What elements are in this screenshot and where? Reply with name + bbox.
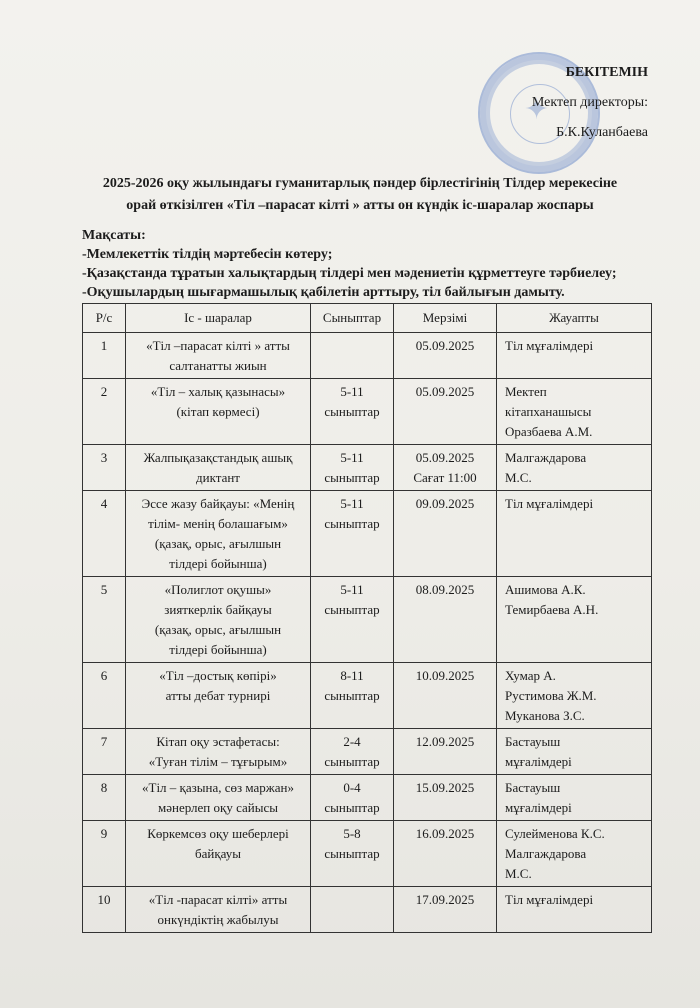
cell-activity-line: Көркемсөз оқу шеберлері — [147, 826, 289, 841]
cell-activity-line: «Полиглот оқушы» — [164, 582, 272, 597]
cell-activity-line: Эссе жазу байқауы: «Менің — [141, 496, 295, 511]
cell-responsible-line: Тіл мұғалімдері — [505, 496, 594, 511]
goal-item: -Оқушылардың шығармашылық қабілетін арттыру, тіл байлығын дамыту. — [82, 285, 565, 300]
cell-classes-line: сыныптар — [324, 846, 380, 861]
document-title — [60, 173, 660, 217]
cell-classes — [311, 729, 394, 775]
cell-responsible — [497, 821, 652, 887]
cell-classes-line: сыныптар — [324, 754, 380, 769]
cell-activity-line: мәнерлеп оқу сайысы — [158, 800, 278, 815]
cell-classes-line: сыныптар — [324, 516, 380, 531]
cell-classes — [311, 445, 394, 491]
cell-date-line: 05.09.2025 — [415, 338, 475, 353]
table-row — [83, 379, 652, 445]
cell-activity-line: атты дебат турнирі — [165, 688, 271, 703]
cell-responsible — [497, 379, 652, 445]
cell-responsible-line: Оразбаева А.М. — [505, 424, 593, 439]
cell-date — [394, 775, 497, 821]
cell-date-line: Сағат 11:00 — [413, 470, 477, 485]
cell-classes-line: 5-11 — [340, 384, 364, 399]
cell-date — [394, 577, 497, 663]
table-row — [83, 821, 652, 887]
cell-date — [394, 821, 497, 887]
cell-activity-line: (қазақ, орыс, ағылшын — [154, 536, 282, 551]
cell-activity — [126, 729, 311, 775]
table-row — [83, 333, 652, 379]
cell-responsible — [497, 887, 652, 933]
cell-activity-line: «Туған тілім – тұғырым» — [148, 754, 288, 769]
cell-activity-line: (кітап көрмесі) — [176, 404, 260, 419]
cell-responsible-line: М.С. — [505, 866, 532, 881]
cell-classes — [311, 663, 394, 729]
cell-activity — [126, 663, 311, 729]
cell-responsible-line: М.С. — [505, 470, 532, 485]
cell-date-line: 08.09.2025 — [415, 582, 475, 597]
cell-classes-line: 5-8 — [343, 826, 361, 841]
table-row — [83, 491, 652, 577]
cell-classes — [311, 821, 394, 887]
cell-num: 6 — [83, 663, 126, 729]
cell-activity-line: Жалпықазақстандық ашық — [143, 450, 293, 465]
cell-date — [394, 887, 497, 933]
cell-num: 4 — [83, 491, 126, 577]
table-row — [83, 445, 652, 491]
cell-date — [394, 729, 497, 775]
cell-date-line: 10.09.2025 — [415, 668, 475, 683]
cell-activity-line: (қазақ, орыс, ағылшын — [154, 622, 282, 637]
cell-responsible-line: Муканова З.С. — [505, 708, 585, 723]
cell-classes — [311, 577, 394, 663]
cell-classes-line: сыныптар — [324, 602, 380, 617]
cell-classes-line: 5-11 — [340, 582, 364, 597]
cell-activity-line: «Тіл -парасат кілті» атты — [148, 892, 288, 907]
cell-activity-line: салтанатты жиын — [169, 358, 267, 373]
cell-responsible-line: Рустимова Ж.М. — [505, 688, 597, 703]
table-row — [83, 577, 652, 663]
cell-activity-line: диктант — [196, 470, 240, 485]
cell-num: 5 — [83, 577, 126, 663]
cell-activity-line: «Тіл – халық қазынасы» — [150, 384, 286, 399]
cell-responsible-line: Хумар А. — [505, 668, 556, 683]
cell-activity — [126, 775, 311, 821]
cell-classes-line: 2-4 — [343, 734, 361, 749]
approval-heading: БЕКІТЕМІН — [565, 65, 648, 80]
cell-activity-line: «Тіл – қазына, сөз маржан» — [142, 780, 294, 795]
table-row — [83, 775, 652, 821]
cell-responsible — [497, 729, 652, 775]
cell-activity — [126, 491, 311, 577]
cell-classes-line: сыныптар — [324, 800, 380, 815]
cell-activity-line: тілім- менің болашағым» — [148, 516, 288, 531]
cell-classes — [311, 379, 394, 445]
cell-num: 10 — [83, 887, 126, 933]
cell-classes-line: сыныптар — [324, 404, 380, 419]
cell-classes — [311, 491, 394, 577]
cell-classes-line: сыныптар — [324, 688, 380, 703]
cell-date-line: 15.09.2025 — [415, 780, 475, 795]
cell-responsible-line: Ашимова А.К. — [505, 582, 586, 597]
cell-responsible-line: Мектеп — [505, 384, 547, 399]
cell-responsible — [497, 491, 652, 577]
cell-activity — [126, 577, 311, 663]
cell-activity-line: онкүндіктің жабылуы — [157, 912, 279, 927]
cell-classes — [311, 333, 394, 379]
cell-responsible — [497, 775, 652, 821]
cell-responsible — [497, 663, 652, 729]
cell-num: 2 — [83, 379, 126, 445]
approval-position: Мектеп директоры: — [531, 95, 648, 110]
cell-classes-line: 0-4 — [343, 780, 361, 795]
cell-activity — [126, 887, 311, 933]
cell-responsible-line: Малгаждарова — [505, 846, 587, 861]
cell-date-line: 17.09.2025 — [415, 892, 475, 907]
cell-num: 7 — [83, 729, 126, 775]
header-classes: Сыныптар — [311, 304, 394, 333]
cell-num: 1 — [83, 333, 126, 379]
cell-num: 8 — [83, 775, 126, 821]
cell-activity — [126, 821, 311, 887]
header-date: Мерзімі — [394, 304, 497, 333]
cell-activity-line: зияткерлік байқауы — [164, 602, 272, 617]
cell-activity — [126, 379, 311, 445]
goal-item: -Қазақстанда тұратын халықтардың тілдері мен мәдениетін құрметтеуге тәрбиелеу; — [82, 266, 617, 281]
stamp-emblem-icon: ✦ — [524, 92, 550, 127]
cell-responsible-line: Тіл мұғалімдері — [505, 892, 594, 907]
cell-activity-line: тілдері бойынша) — [169, 642, 267, 657]
cell-activity-line: «Тіл –достық көпірі» — [159, 668, 277, 683]
table-row — [83, 729, 652, 775]
cell-activity — [126, 445, 311, 491]
cell-responsible — [497, 333, 652, 379]
cell-responsible-line: мұғалімдері — [505, 754, 572, 769]
cell-responsible-line: кітапханашысы — [505, 404, 592, 419]
cell-classes-line — [314, 336, 390, 356]
cell-date-line: 16.09.2025 — [415, 826, 475, 841]
cell-classes — [311, 887, 394, 933]
header-activity: Іс - шаралар — [126, 304, 311, 333]
cell-classes-line: сыныптар — [324, 470, 380, 485]
cell-responsible-line: мұғалімдері — [505, 800, 572, 815]
cell-date — [394, 379, 497, 445]
cell-date — [394, 663, 497, 729]
cell-activity-line: байқауы — [194, 846, 241, 861]
cell-responsible-line: Бастауыш — [505, 780, 561, 795]
cell-date-line: 05.09.2025 — [415, 384, 475, 399]
cell-date-line: 12.09.2025 — [415, 734, 475, 749]
cell-date-line: 05.09.2025 — [415, 450, 475, 465]
cell-num: 3 — [83, 445, 126, 491]
cell-activity-line: «Тіл –парасат кілті » атты — [146, 338, 290, 353]
cell-activity-line: тілдері бойынша) — [169, 556, 267, 571]
cell-responsible-line: Темирбаева А.Н. — [505, 602, 599, 617]
cell-classes — [311, 775, 394, 821]
approval-block — [532, 58, 648, 148]
cell-date — [394, 333, 497, 379]
title-line: орай өткізілген «Тіл –парасат кілті » атты он күндік іс-шаралар жоспары — [126, 198, 594, 213]
cell-activity — [126, 333, 311, 379]
cell-classes-line — [314, 890, 390, 910]
header-responsible: Жауапты — [497, 304, 652, 333]
cell-responsible-line: Бастауыш — [505, 734, 561, 749]
cell-responsible — [497, 577, 652, 663]
header-num: Р/с — [83, 304, 126, 333]
table-row — [83, 887, 652, 933]
goal-item: -Мемлекеттік тілдің мәртебесін көтеру; — [82, 247, 333, 262]
cell-classes-line: 8-11 — [340, 668, 364, 683]
cell-responsible — [497, 445, 652, 491]
title-line: 2025-2026 оқу жылындағы гуманитарлық пәндер бірлестігінің Тілдер мерекесіне — [102, 176, 618, 191]
cell-classes-line: 5-11 — [340, 450, 364, 465]
cell-date — [394, 491, 497, 577]
table-header-row — [83, 304, 652, 333]
goals-section — [82, 226, 662, 302]
cell-activity-line: Кітап оқу эстафетасы: — [156, 734, 280, 749]
cell-responsible-line: Малгаждарова — [505, 450, 587, 465]
cell-date-line: 09.09.2025 — [415, 496, 475, 511]
cell-num: 9 — [83, 821, 126, 887]
approval-signature: Б.К.Куланбаева — [556, 125, 648, 140]
cell-responsible-line: Тіл мұғалімдері — [505, 338, 594, 353]
table-row — [83, 663, 652, 729]
events-table — [82, 303, 652, 933]
goals-heading: Мақсаты: — [82, 228, 146, 243]
cell-responsible-line: Сулейменова К.С. — [505, 826, 605, 841]
cell-classes-line: 5-11 — [340, 496, 364, 511]
cell-date — [394, 445, 497, 491]
